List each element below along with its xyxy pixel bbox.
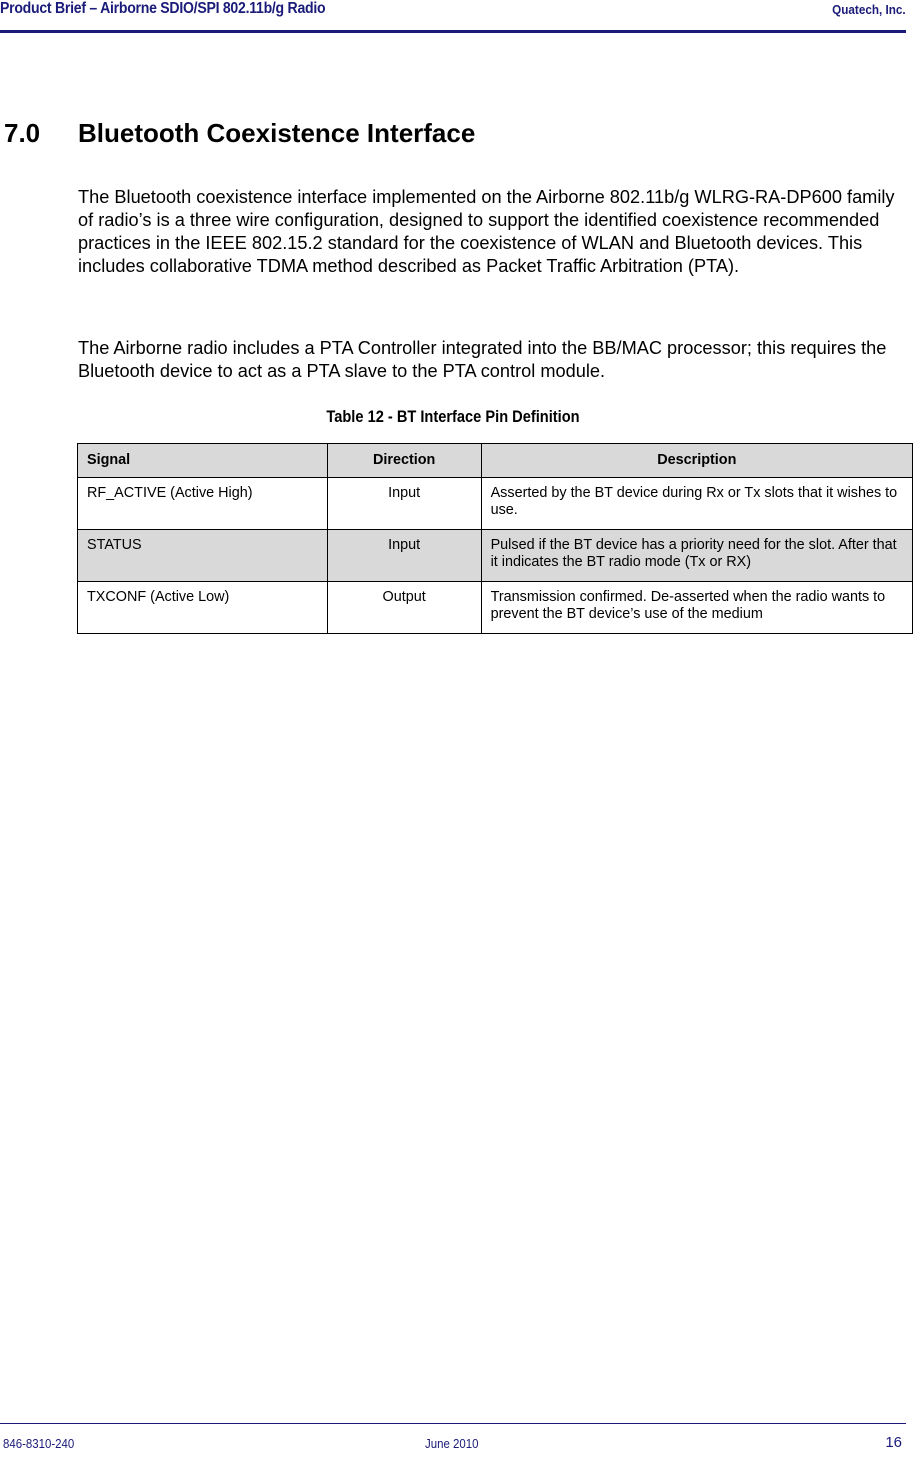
section-heading [4, 118, 475, 149]
paragraph-pta-controller: The Airborne radio includes a PTA Controller integrated into the BB/MAC processor; this requires the Bluetooth device to act as a PTA slave to the PTA control module. [78, 338, 887, 381]
bt-interface-pin-table [77, 443, 913, 634]
table-caption: Table 12 - BT Interface Pin Definition [326, 407, 580, 426]
header-direction: Direction [327, 444, 481, 478]
signal-cell: RF_ACTIVE (Active High) [78, 478, 328, 530]
signal-cell: TXCONF (Active Low) [78, 582, 328, 634]
document-number: 846-8310-240 [3, 1436, 75, 1451]
table-header-row [78, 444, 913, 478]
paragraph-coexistence-overview: The Bluetooth coexistence interface implemented on the Airborne 802.11b/g WLRG-RA-DP600 family of radio’s is a three wire configuration, designed to support the identified coexistence recommended practices in the IEEE 802.15.2 standard for the coexistence of WLAN and Bluetooth devices. This includes collaborative TDMA method described as Packet Traffic Arbitration (PTA). [78, 187, 895, 276]
description-cell: Pulsed if the BT device has a priority need for the slot. After that it indicates the BT radio mode (Tx or RX) [481, 530, 912, 582]
signal-cell: STATUS [78, 530, 328, 582]
description-cell: Transmission confirmed. De-asserted when the radio wants to prevent the BT device’s use of the medium [481, 582, 912, 634]
page-number: 16 [885, 1434, 902, 1451]
section-number: 7.0 [4, 118, 41, 148]
table-row [78, 582, 913, 634]
document-title: Product Brief – Airborne SDIO/SPI 802.11b/g Radio [0, 0, 326, 17]
section-title: Bluetooth Coexistence Interface [78, 118, 476, 148]
company-name: Quatech, Inc. [832, 2, 906, 17]
description-cell: Asserted by the BT device during Rx or Tx slots that it wishes to use. [481, 478, 912, 530]
publication-date: June 2010 [425, 1436, 479, 1451]
direction-cell: Input [327, 478, 481, 530]
direction-cell: Input [327, 530, 481, 582]
table-row [78, 478, 913, 530]
page-footer [0, 1423, 906, 1480]
header-signal: Signal [78, 444, 328, 478]
direction-cell: Output [327, 582, 481, 634]
header-description: Description [481, 444, 912, 478]
page-header [0, 0, 906, 33]
table-row [78, 530, 913, 582]
